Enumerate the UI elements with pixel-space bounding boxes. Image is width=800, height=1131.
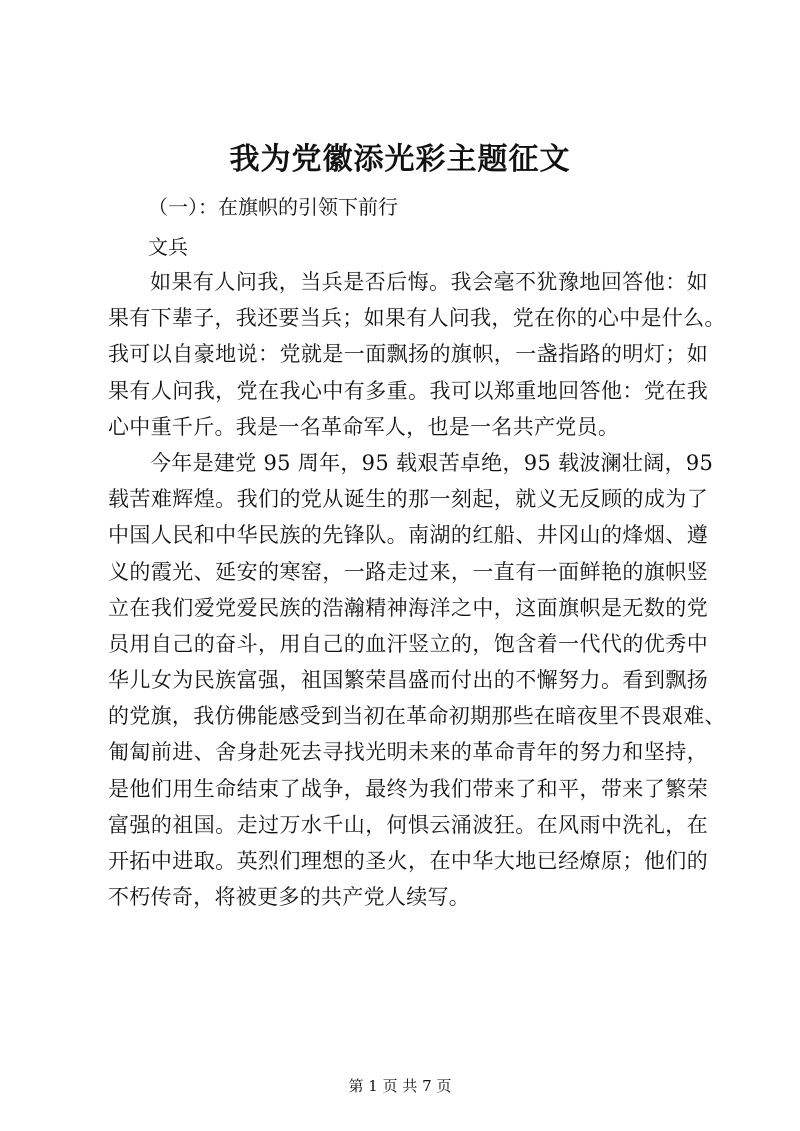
document-subtitle: （一）：在旗帜的引领下前行 [148,195,398,219]
paragraph-2-line: 立在我们爱党爱民族的浩瀚精神海洋之中，这面旗帜是无数的党 [108,595,708,620]
paragraph-2-line: 富强的祖国。走过万水千山，何惧云涌波狂。在风雨中洗礼，在 [108,812,708,837]
body-text [108,264,726,915]
paragraph-1-line: 我可以自豪地说：党就是一面飘扬的旗帜，一盏指路的明灯；如 [108,342,708,367]
page-footer: 第 1 页 共 7 页 [348,1077,452,1095]
paragraph-2-line: 的党旗，我仿佛能感受到当初在革命初期那些在暗夜里不畏艰难、 [108,704,726,729]
paragraph-2-line: 中国人民和中华民族的先锋队。南湖的红船、井冈山的烽烟、遵 [108,523,708,548]
author-name: 文兵 [148,235,188,259]
paragraph-2-line: 华儿女为民族富强，祖国繁荣昌盛而付出的不懈努力。看到飘扬 [108,668,708,693]
paragraph-2-line: 开拓中进取。英烈们理想的圣火，在中华大地已经燎原；他们的 [108,849,708,873]
paragraph-1-line: 心中重千斤。我是一名革命军人，也是一名共产党员。 [108,414,620,439]
paragraph-2-line: 是他们用生命结束了战争，最终为我们带来了和平，带来了繁荣 [108,776,708,801]
paragraph-1-line: 如果有人问我，当兵是否后悔。我会毫不犹豫地回答他：如 [150,270,708,294]
paragraph-2-line: 载苦难辉煌。我们的党从诞生的那一刻起，就义无反顾的成为了 [108,487,708,512]
paragraph-2-line: 不朽传奇，将被更多的共产党人续写。 [108,885,471,910]
paragraph-2-line: 匍匐前进、舍身赴死去寻找光明未来的革命青年的努力和坚持， [108,740,708,765]
paragraph-2-line: 今年是建党 95 周年，95 载艰苦卓绝，95 载波澜壮阔，95 [150,450,714,475]
paragraph-1-line: 果有下辈子，我还要当兵；如果有人问我，党在你的心中是什么。 [108,306,726,331]
paragraph-2-line: 义的霞光、延安的寒窑，一路走过来，一直有一面鲜艳的旗帜竖 [108,559,708,584]
document-title: 我为党徽添光彩主题征文 [229,142,571,177]
paragraph-1-line: 果有人问我，党在我心中有多重。我可以郑重地回答他：党在我 [108,378,708,403]
paragraph-2-line: 员用自己的奋斗，用自己的血汗竖立的，饱含着一代代的优秀中 [108,631,708,656]
